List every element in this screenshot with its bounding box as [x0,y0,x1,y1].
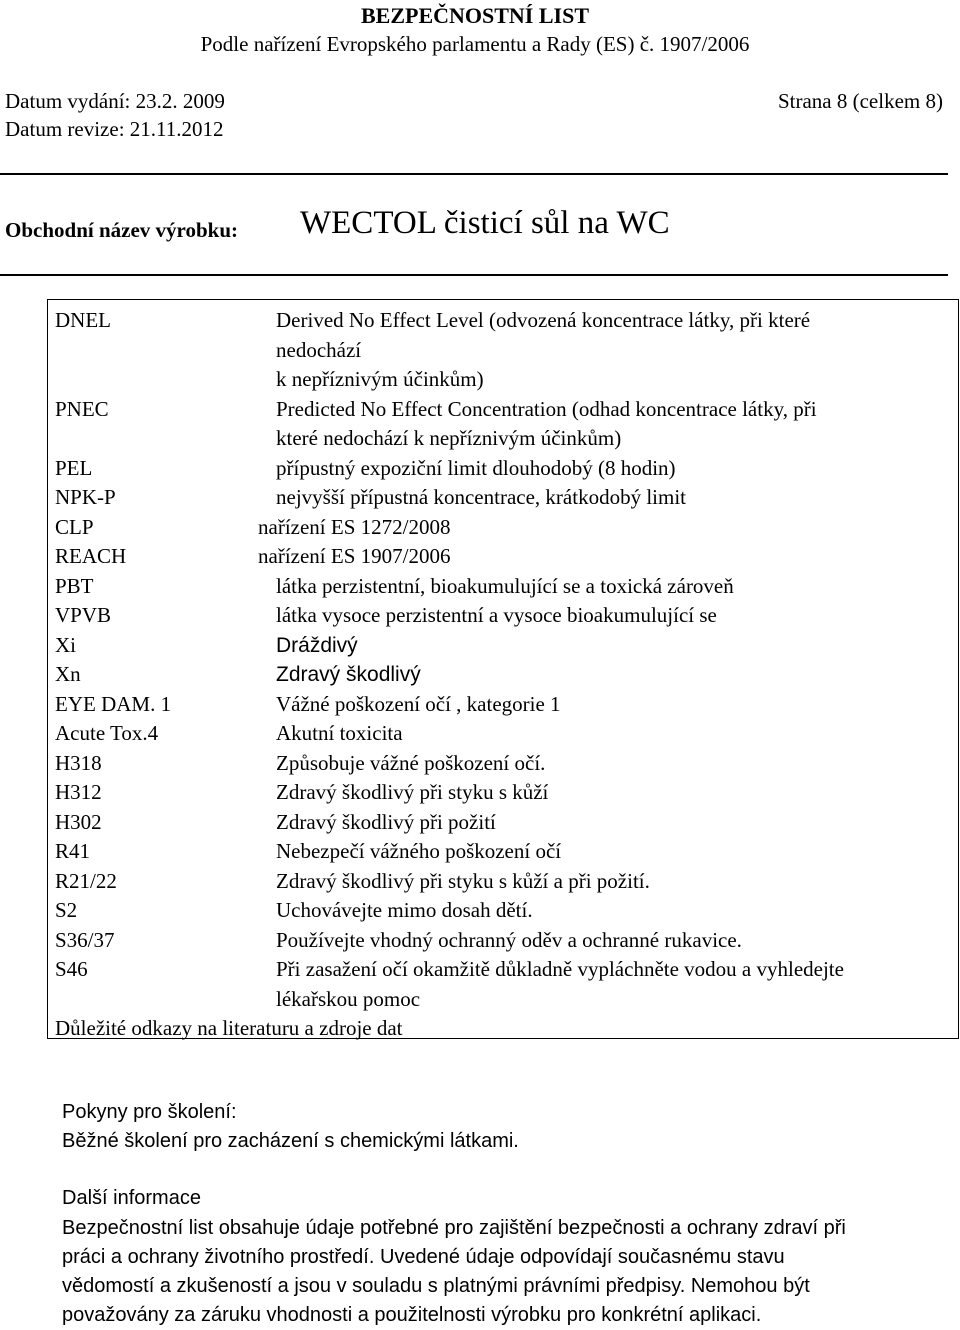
abbreviation-key: H318 [55,750,102,775]
further-info-line: považovány za záruku vhodnosti a použitelnosti výrobku pro konkrétní aplikaci. [62,1304,762,1326]
abbreviation-description: Zdravý škodlivý při styku s kůží a při požití. [276,868,650,893]
abbreviation-description: Derived No Effect Level (odvozená koncentrace látky, při které [276,308,811,332]
abbreviation-key: EYE DAM. 1 [55,691,172,716]
revision-date: Datum revize: 21.11.2012 [5,117,224,141]
further-info-line: vědomostí a zkušeností a jsou v souladu s platnými právními předpisy. Nemohou být [62,1275,810,1297]
abbreviation-description: k nepříznivým účinkům) [276,367,484,391]
abbreviation-key: VPVB [55,603,112,627]
abbreviation-key: H312 [55,780,102,804]
abbreviation-description: látka vysoce perzistentní a vysoce bioakumulující se [276,603,717,627]
document-subtitle: Podle nařízení Evropského parlamentu a Rady (ES) č. 1907/2006 [200,32,750,56]
abbreviation-key: PBT [55,573,94,598]
abbreviation-description: Způsobuje vážné poškození očí. [276,750,546,775]
abbreviation-description: Zdravý škodlivý při styku s kůží [276,780,549,804]
abbreviation-key: Acute Tox.4 [55,721,159,745]
abbreviation-key: Xn [55,662,81,686]
abbreviation-description: Akutní toxicita [276,721,403,745]
header-divider [0,173,948,175]
product-divider [0,274,948,276]
abbreviation-description: Predicted No Effect Concentration (odhad koncentrace látky, při [276,396,817,421]
product-name: WECTOL čisticí sůl na WC [300,205,670,241]
abbreviations-table [47,299,959,1039]
further-info-line: Bezpečnostní list obsahuje údaje potřebné pro zajištění bezpečnosti a ochrany zdraví při [62,1217,846,1239]
abbreviation-description: Zdravý škodlivý [276,663,421,686]
abbreviation-key: S46 [55,957,88,981]
abbreviation-description: Vážné poškození očí , kategorie 1 [276,691,561,716]
abbreviation-key: DNEL [55,308,111,332]
abbreviation-key: R41 [55,839,91,863]
training-text: Běžné školení pro zacházení s chemickými látkami. [62,1130,519,1152]
abbreviation-description: nejvyšší přípustná koncentrace, krátkodobý limit [276,485,686,509]
abbreviation-description: nařízení ES 1907/2006 [258,544,451,568]
abbreviation-description: lékařskou pomoc [276,986,421,1011]
abbreviation-description: Při zasažení očí okamžitě důkladně vypláchněte vodou a vyhledejte [276,957,844,981]
further-info-label: Další informace [62,1187,201,1209]
abbreviation-key: R21/22 [55,868,117,893]
references-text: Důležité odkazy na literaturu a zdroje dat [55,1016,403,1040]
abbreviation-key: Xi [55,632,76,657]
abbreviation-key: S36/37 [55,927,115,952]
abbreviation-description: Uchovávejte mimo dosah dětí. [276,898,533,922]
abbreviation-description: Nebezpečí vážného poškození očí [276,839,562,863]
further-info-line: práci a ochrany životního prostředí. Uvedené údaje odpovídají současnému stavu [62,1246,785,1268]
abbreviation-key: S2 [55,898,78,922]
abbreviation-key: PEL [55,455,93,480]
training-label: Pokyny pro školení: [62,1101,237,1123]
abbreviation-description: které nedochází k nepříznivým účinkům) [276,426,622,450]
abbreviation-description: látka perzistentní, bioakumulující se a toxická zároveň [276,573,734,598]
abbreviation-key: NPK-P [55,485,116,509]
page-number: Strana 8 (celkem 8) [777,89,943,113]
abbreviation-key: CLP [55,514,94,539]
abbreviation-description: Zdravý škodlivý při požití [276,809,496,834]
abbreviation-description: Dráždivý [276,633,358,657]
abbreviation-key: H302 [55,809,102,834]
abbreviation-description: nařízení ES 1272/2008 [258,514,451,539]
abbreviation-description: nedochází [276,337,362,362]
issue-date: Datum vydání: 23.2. 2009 [5,89,225,113]
abbreviation-key: PNEC [55,396,109,421]
product-label: Obchodní název výrobku: [5,218,238,242]
abbreviation-description: Používejte vhodný ochranný oděv a ochranné rukavice. [276,927,742,952]
document-title: BEZPEČNOSTNÍ LIST [360,3,590,28]
abbreviation-key: REACH [55,544,127,568]
abbreviation-description: přípustný expoziční limit dlouhodobý (8 hodin) [276,455,676,480]
